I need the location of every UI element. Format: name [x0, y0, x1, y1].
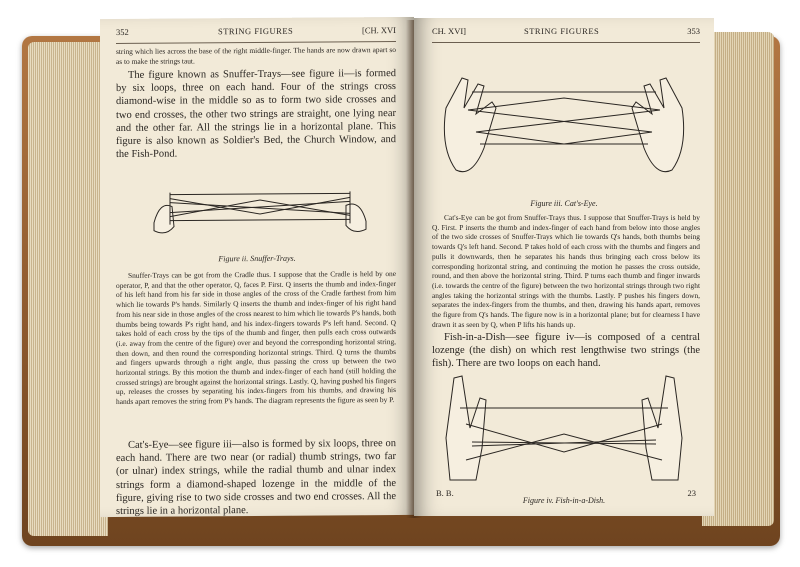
left-para-instructions: Snuffer-Trays can be got from the Cradle thus. I suppose that the Cradle is held by one operator, P, and that the other operator, Q, faces P. First. Q inserts the thumb and index-finger of his left hand from his far side in those angles of the cross of the Cradle farthest from him which lie towards P's hands. Similarly Q inserts the thumb and index-finger of his right hand from his near side in those angles of the cross nearest to him which lie towards P's hands, both thumbs being towards P's right hand, and his index-fingers towards P's left hand. Second. Q takes hold of each cross by the tips of the thumb and finger, then pulls each cross outwards (i.e. away from the centre of the figure) over and beyond the corresponding horizontal string, then down, and then round the corresponding horizontal strings. Third. Q turns the thumbs and fingers upwards through a right angle, thus passing the cross up between the two horizontal strings. By this motion the thumb and index-finger of each hand (still holding the crossed strings) are brought against the horizontal strings. Lastly. Q, having pushed his fingers up, releases the crosses by separating his index-fingers from his thumbs, and drawing his hands apart removes the string from P's hands. The diagram represents the figure as seen by P. — [116, 269, 396, 407]
figure-iv-fish-in-a-dish-illustration — [436, 368, 692, 494]
left-page-number: 352 — [116, 26, 129, 37]
left-running-head: STRING FIGURES — [218, 25, 294, 37]
right-para-fish: Fish-in-a-Dish—see figure iv—is composed of a central lozenge (the dish) on which rest lengthwise two strings (the fish). There are two loops on each hand. — [432, 332, 700, 370]
left-chapter: [CH. XVI — [362, 25, 396, 36]
right-running-head: STRING FIGURES — [524, 26, 600, 36]
right-header-rule — [432, 42, 700, 43]
open-book — [22, 14, 780, 546]
right-page-number: 353 — [687, 26, 700, 36]
right-running-header — [414, 26, 714, 40]
left-page — [100, 17, 414, 517]
footer-number: 23 — [687, 488, 696, 498]
figure-iii-cats-eye-illustration — [432, 48, 696, 194]
figure-ii-snuffer-trays-illustration — [140, 169, 380, 251]
left-para-cats-eye: Cat's-Eye—see figure iii—also is formed by six loops, three on each hand. There are two near (or radial) thumb strings, two far (or ulnar) index strings, while the radial thumb and ulnar index strings form a diamond-shaped lozenge in the middle of the figure, giving rise to two side crosses and two end crosses. All the strings lie in a horizontal plane. — [116, 438, 396, 517]
left-para-top: string which lies across the base of the right middle-finger. The hands are now drawn apart so as to make the strings taut. — [116, 45, 396, 66]
left-para-snuffer: The figure known as Snuffer-Trays—see figure ii—is formed by six loops, three on each hand. Four of the strings cross diamond-wise in the middle so as to form two side crosses and two end crosses, the other two strings are straight, one lying near and the other far. All the strings lie in a horizontal plane. This figure is also known as Soldier's Bed, the Church Window, and the Fish-Pond. — [116, 68, 396, 161]
figure-iv-caption: Figure iv. Fish-in-a-Dish. — [522, 496, 606, 505]
left-page-edges — [28, 42, 108, 536]
signature-mark: B. B. — [436, 488, 454, 498]
figure-iii-caption: Figure iii. Cat's-Eye. — [530, 199, 598, 208]
left-header-rule — [116, 41, 396, 44]
right-page — [414, 18, 714, 516]
figure-ii-caption: Figure ii. Snuffer-Trays. — [218, 253, 296, 264]
right-chapter: CH. XVI] — [432, 26, 466, 36]
right-para-instructions: Cat's-Eye can be got from Snuffer-Trays thus. I suppose that Snuffer-Trays is held by Q. First. P inserts the thumb and index-finger of each hand from below into those angles of the two side crosses of Snuffer-Trays which lie towards Q's hands, both thumbs being towards Q's left hand. Second. P takes hold of each cross with the thumbs and fingers and pulls it downwards, then he separates his hands thus bringing each cross below its corresponding horizontal string, and continuing the motion he passes the cross outside, round, and then above the horizontal string. Third. P turns each thumb and finger inwards (i.e. towards the centre of the figure) between the two horizontal strings through two right angles taking the horizontal strings with the thumbs. Lastly. P pushes his fingers down, separates the index-fingers from the thumbs, and then, drawing his hands apart, removes the figure from Q's hands. The figure now is in a horizontal plane; but for clearness I have drawn it as seen by Q, when P lifts his hands up. — [432, 213, 700, 329]
left-running-header — [100, 25, 414, 41]
